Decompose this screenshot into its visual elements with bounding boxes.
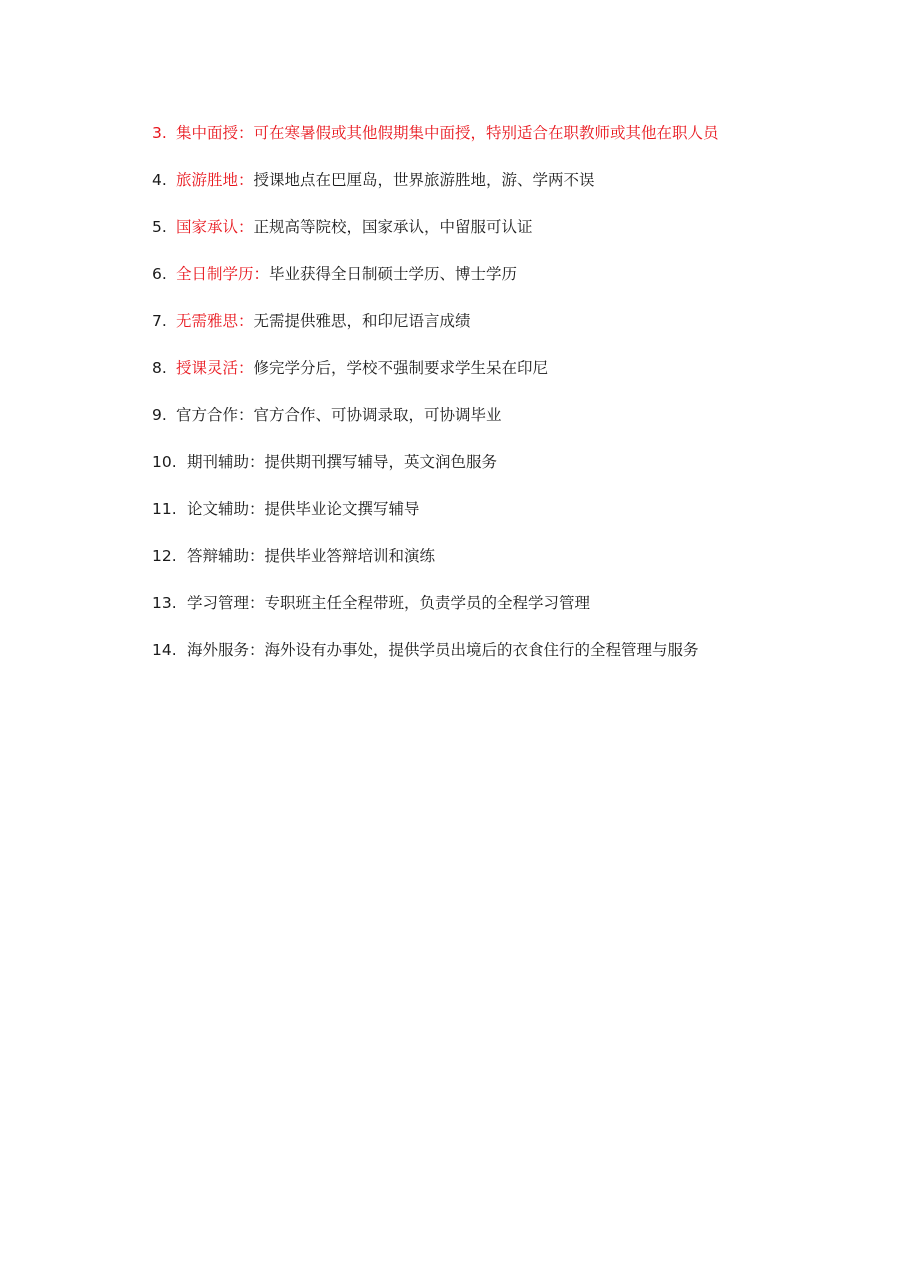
item-text: 官方合作、可协调录取，可协调毕业 xyxy=(253,406,502,424)
item-number: 9. xyxy=(152,406,167,424)
item-text: 毕业获得全日制硕士学历、博士学历 xyxy=(269,265,518,283)
list-item-9 xyxy=(152,402,852,449)
item-number: 7. xyxy=(152,312,167,330)
item-number: 5. xyxy=(152,218,167,236)
item-label: 全日制学历： xyxy=(176,265,270,283)
item-label: 学习管理： xyxy=(187,594,265,612)
item-text: 提供毕业论文撰写辅导 xyxy=(264,500,420,518)
item-number: 12. xyxy=(152,547,177,565)
item-text: 可在寒暑假或其他假期集中面授，特别适合在职教师或其他在职人员 xyxy=(253,124,719,142)
item-label: 集中面授： xyxy=(176,124,254,142)
item-text: 无需提供雅思，和印尼语言成绩 xyxy=(253,312,471,330)
item-label: 期刊辅助： xyxy=(187,453,265,471)
item-number: 10. xyxy=(152,453,177,471)
list-item-11 xyxy=(152,496,852,543)
item-label: 无需雅思： xyxy=(176,312,254,330)
list-item-14 xyxy=(152,637,852,684)
item-number: 3. xyxy=(152,124,167,142)
item-label: 海外服务： xyxy=(187,641,265,659)
item-text: 提供期刊撰写辅导，英文润色服务 xyxy=(264,453,498,471)
item-label: 论文辅助： xyxy=(187,500,265,518)
item-number: 14. xyxy=(152,641,177,659)
item-text: 授课地点在巴厘岛，世界旅游胜地，游、学两不误 xyxy=(253,171,595,189)
item-number: 6. xyxy=(152,265,167,283)
list-item-10 xyxy=(152,449,852,496)
item-label: 授课灵活： xyxy=(176,359,254,377)
list-item-4 xyxy=(152,167,852,214)
item-number: 8. xyxy=(152,359,167,377)
item-label: 旅游胜地： xyxy=(176,171,254,189)
item-label: 官方合作： xyxy=(176,406,254,424)
list-item-13 xyxy=(152,590,852,637)
item-number: 4. xyxy=(152,171,167,189)
item-text: 专职班主任全程带班，负责学员的全程学习管理 xyxy=(264,594,591,612)
list-item-8 xyxy=(152,355,852,402)
feature-list xyxy=(152,120,852,684)
item-number: 11. xyxy=(152,500,177,518)
item-label: 国家承认： xyxy=(176,218,254,236)
list-item-5 xyxy=(152,214,852,261)
item-number: 13. xyxy=(152,594,177,612)
list-item-3 xyxy=(152,120,852,167)
item-text: 海外设有办事处，提供学员出境后的衣食住行的全程管理与服务 xyxy=(264,641,699,659)
item-text: 修完学分后，学校不强制要求学生呆在印尼 xyxy=(253,359,549,377)
list-item-7 xyxy=(152,308,852,355)
item-text: 提供毕业答辩培训和演练 xyxy=(264,547,436,565)
item-text: 正规高等院校，国家承认，中留服可认证 xyxy=(253,218,533,236)
item-label: 答辩辅助： xyxy=(187,547,265,565)
list-item-6 xyxy=(152,261,852,308)
list-item-12 xyxy=(152,543,852,590)
